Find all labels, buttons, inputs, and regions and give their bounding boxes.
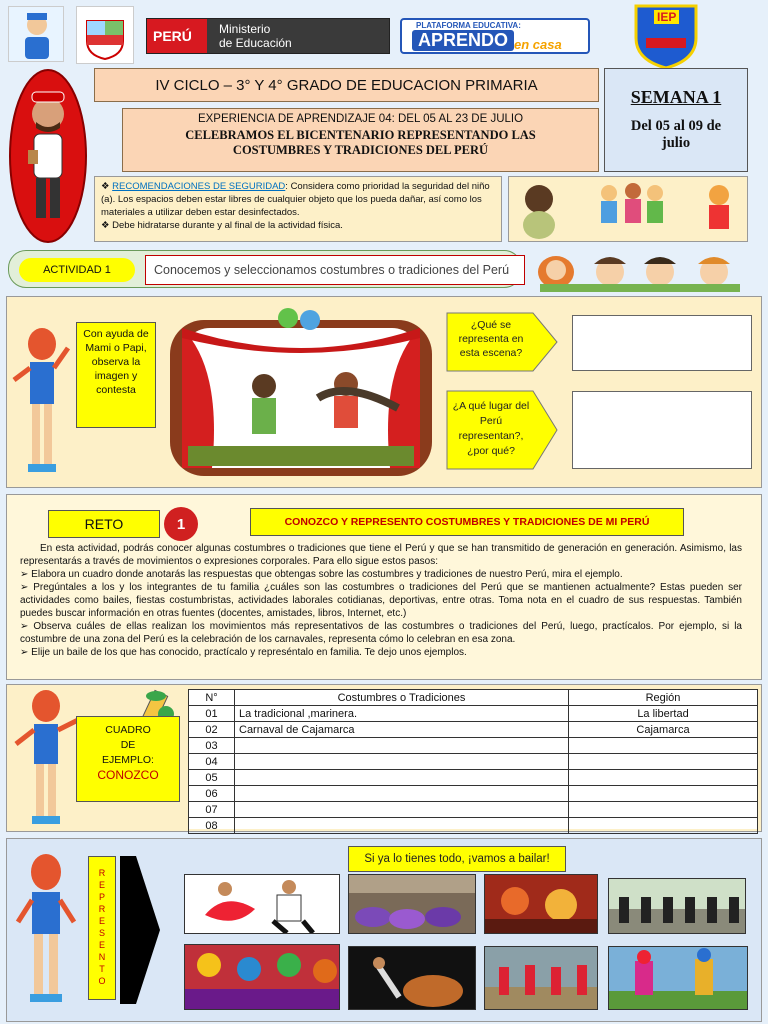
represento-vertical-label-box (88, 856, 116, 1000)
safety-text-1: : Considera como prioridad la seguridad del niño (a). Los espacios deben estar libres de cualquier objeto que los pueda dañar, así como los materiales a utilizar deben estar desinfectados. (101, 181, 490, 218)
row-region-cell[interactable] (569, 818, 758, 834)
arrow-bullet-icon: ➢ (20, 647, 32, 658)
row-custom-cell[interactable]: La tradicional ,marinera. (235, 706, 569, 722)
dance-photo-red-costumes (484, 874, 598, 934)
arrow-bullet-icon: ➢ (20, 621, 34, 632)
reto-label: RETO (84, 516, 124, 532)
col-header-region: Región (569, 690, 758, 706)
dance-banner-text: Si ya lo tienes todo, ¡vamos a bailar! (364, 853, 550, 865)
answer-1-box[interactable] (572, 315, 752, 371)
row-number-cell: 06 (189, 786, 235, 802)
grade-title: IV CICLO – 3° Y 4° GRADO DE EDUCACION PRIMARIA (155, 76, 538, 94)
row-region-cell[interactable]: Cajamarca (569, 722, 758, 738)
row-region-cell[interactable] (569, 802, 758, 818)
row-number-cell: 04 (189, 754, 235, 770)
table-row (189, 706, 758, 722)
experience-box (122, 108, 599, 172)
instruction-text: Con ayuda de Mami o Papi, observa la imagen y contesta (83, 328, 149, 396)
black-arrow-icon (120, 856, 160, 1004)
table-row (189, 754, 758, 770)
kids-hydrating-image (508, 176, 748, 242)
row-custom-cell[interactable] (235, 754, 569, 770)
reto-number-badge (164, 507, 198, 541)
activity-label: ACTIVIDAD 1 (43, 264, 111, 276)
reto-step-1: ➢ Elabora un cuadro donde anotarás las respuestas que obtengas sobre las costumbres y tradiciones de nuestro Perú, mira el ejemplo. (20, 569, 623, 580)
week-dates-1: Del 05 al 09 de (630, 118, 722, 134)
dance-photo-couple (348, 946, 476, 1010)
reto-label-box (48, 510, 160, 538)
represento-vertical-label: REPRESENTO (97, 868, 107, 988)
aprendo-en-casa-logo: PLATAFORMA EDUCATIVA: APRENDO en casa (400, 18, 590, 54)
peru-coat-of-arms-logo (76, 6, 134, 64)
row-region-cell[interactable] (569, 786, 758, 802)
row-custom-cell[interactable] (235, 786, 569, 802)
row-region-cell[interactable] (569, 738, 758, 754)
safety-title: RECOMENDACIONES DE SEGURIDAD (112, 181, 286, 192)
bullet-icon: ❖ (101, 220, 113, 231)
question-2-arrow (446, 390, 558, 470)
question-2-text: ¿A qué lugar del Perú representan?, ¿por qué? (452, 400, 530, 457)
table-row (189, 802, 758, 818)
question-1-text: ¿Qué se representa en esta escena? (458, 319, 524, 359)
dance-banner (348, 846, 566, 872)
dance-photo-scissors-dancers (608, 946, 748, 1010)
reto-number: 1 (176, 515, 186, 533)
grade-title-bar (94, 68, 599, 102)
runner-mascot-image (10, 322, 72, 486)
table-row (189, 770, 758, 786)
table-row (189, 738, 758, 754)
table-row (189, 722, 758, 738)
activity-title-box (145, 255, 525, 285)
cuadro-label-box: CUADRO DE EJEMPLO: CONOZCO (76, 716, 180, 802)
activity-label-badge (19, 258, 135, 282)
question-1-arrow (446, 312, 558, 372)
pointing-mascot-image (10, 686, 84, 830)
row-number-cell: 07 (189, 802, 235, 818)
activity-banner (8, 250, 522, 288)
row-region-cell[interactable]: La libertad (569, 706, 758, 722)
floria-mascot-image (6, 68, 90, 244)
school-crest-logo: IEP (630, 2, 702, 70)
reto-step-3: ➢ Observa cuáles de ellas realizan los movimientos más representativos de las costumbres o tradiciones del Perú, luego, practícalos. Por ejemplo, si la costumbre de una zona del Perú es la celebración de los carnavales, representa cómo lo celebran en esa zona. (20, 621, 742, 645)
row-number-cell: 05 (189, 770, 235, 786)
row-number-cell: 02 (189, 722, 235, 738)
answer-2-box[interactable] (572, 391, 752, 469)
table-row (189, 818, 758, 834)
row-custom-cell[interactable] (235, 802, 569, 818)
row-number-cell: 08 (189, 818, 235, 834)
dance-photo-marinera-drawing (184, 874, 340, 934)
reto-title-box (250, 508, 684, 536)
arrow-bullet-icon: ➢ (20, 582, 34, 593)
row-number-cell: 03 (189, 738, 235, 754)
safety-text-2: Debe hidratarse durante y al final de la actividad física. (112, 220, 343, 231)
row-region-cell[interactable] (569, 754, 758, 770)
reto-instructions (20, 542, 742, 676)
table-row (189, 786, 758, 802)
celebration-title-line2: COSTUMBRES Y TRADICIONES DEL PERÚ (232, 143, 489, 157)
reto-step-4: ➢ Elije un baile de los que has conocido, practícalo y represéntalo en familia. Te dejo unos ejemplos. (20, 647, 467, 658)
kids-lying-image (530, 250, 748, 292)
theater-scene-image (168, 306, 434, 478)
safety-item-2 (101, 219, 495, 232)
reto-step-2: ➢ Pregúntales a los y los integrantes de tu familia ¿cuáles son las costumbres o tradiciones del Perú que se mantienen actualmente? Estas pueden ser actividades como bailes, fiestas costumbristas, actividades laborales cotidianas, deportivas, entre otras. Toma nota en el cuadro de sus respuestas. También puedes buscar información en otras fuentes (docentes, amistades, libros, Internet, etc.) (20, 582, 742, 619)
row-region-cell[interactable] (569, 770, 758, 786)
row-number-cell: 01 (189, 706, 235, 722)
arrow-bullet-icon: ➢ (20, 569, 32, 580)
week-label: SEMANA 1 (630, 87, 722, 107)
minedu-logo: PERÚ Ministerio de Educación (146, 18, 390, 54)
col-header-number: N° (189, 690, 235, 706)
dance-photo-highland-dancers (484, 946, 598, 1010)
reto-intro: En esta actividad, podrás conocer algunas costumbres o tradiciones que tiene el Perú y que se han transmitido de generación en generación. Asimismo, las representarás a través de movimientos o expresiones corporales. Para ello sigue estos pasos: (20, 543, 742, 567)
mascot-logo (8, 6, 64, 62)
dance-photo-colorful-parade (184, 944, 340, 1010)
traditions-table (188, 689, 758, 832)
instruction-bubble (76, 322, 156, 428)
row-custom-cell[interactable] (235, 818, 569, 834)
row-custom-cell[interactable]: Carnaval de Cajamarca (235, 722, 569, 738)
safety-recommendations (94, 176, 502, 242)
week-dates-2: julio (661, 135, 691, 151)
safety-item-1 (101, 180, 495, 219)
dance-photo-group-line (608, 878, 746, 934)
dancing-mascot-image (10, 848, 82, 1014)
activity-title: Conocemos y seleccionamos costumbres o tradiciones del Perú (154, 263, 510, 277)
dance-photo-purple-skirts (348, 874, 476, 934)
celebration-title-line1: CELEBRAMOS EL BICENTENARIO REPRESENTANDO LAS (185, 128, 536, 142)
row-custom-cell[interactable] (235, 770, 569, 786)
reto-title: CONOZCO Y REPRESENTO COSTUMBRES Y TRADICIONES DE MI PERÚ (284, 516, 650, 528)
bullet-icon: ❖ (101, 181, 113, 192)
table-header-row (189, 690, 758, 706)
col-header-custom: Costumbres o Tradiciones (235, 690, 569, 706)
experience-title: EXPERIENCIA DE APRENDIZAJE 04: DEL 05 AL 23 DE JULIO (197, 113, 524, 125)
row-custom-cell[interactable] (235, 738, 569, 754)
week-box (604, 68, 748, 172)
